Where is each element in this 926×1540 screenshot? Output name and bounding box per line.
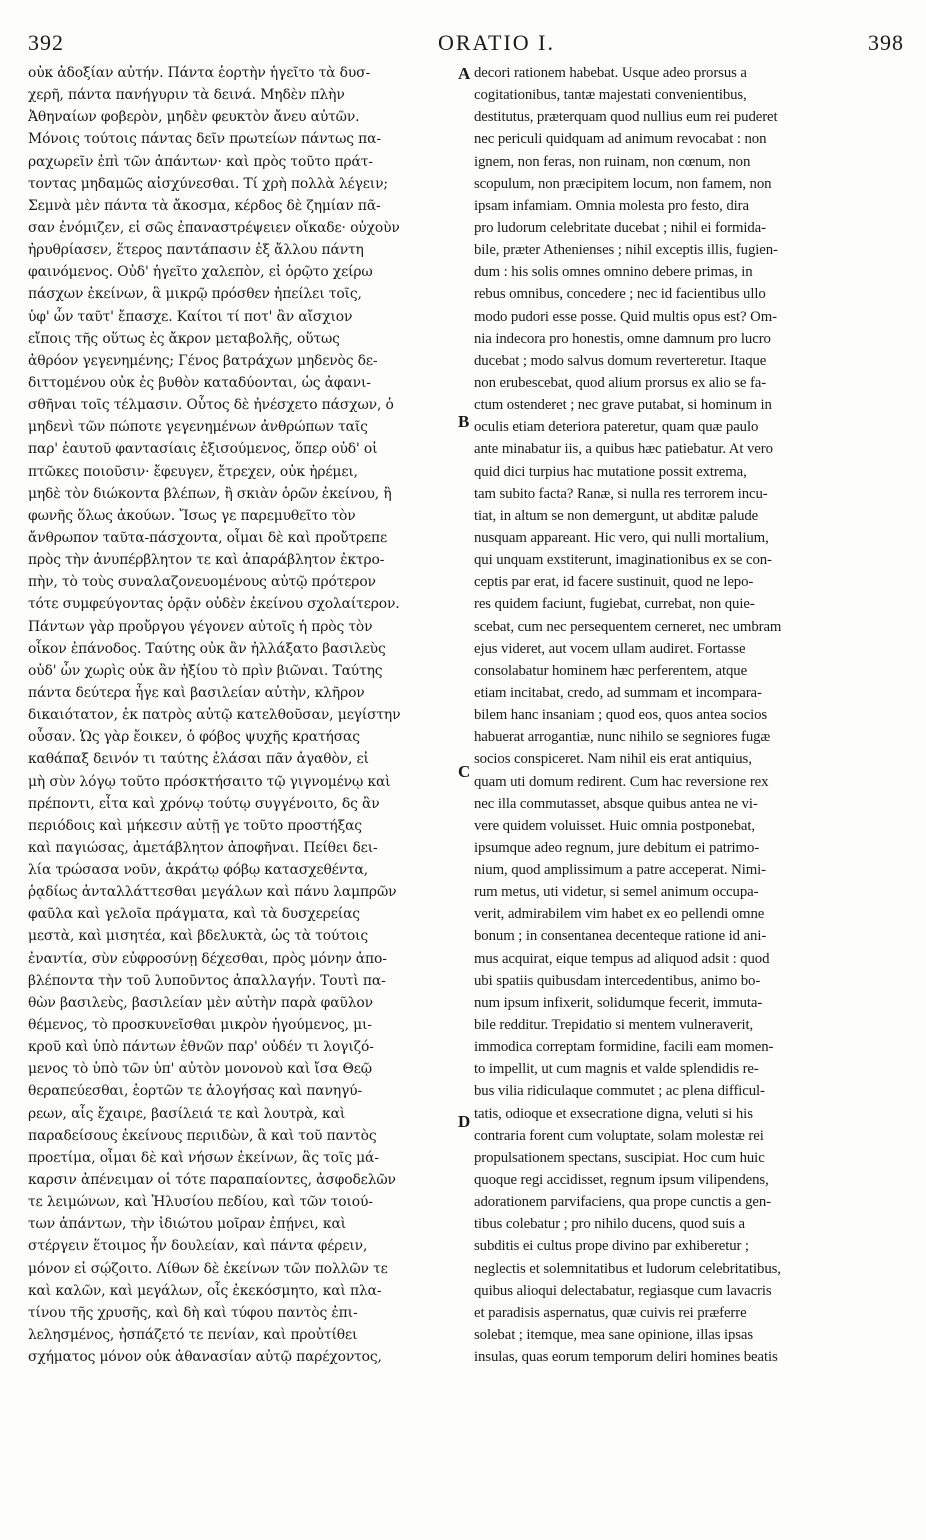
page-header bbox=[28, 30, 904, 60]
latin-text-line: nec illa commutasset, absque quibus antea ne vi- bbox=[474, 795, 758, 812]
greek-text-line: στέργειν ἕτοιμος ἦν δουλείαν, καὶ πάντα φέρειν, bbox=[28, 1238, 368, 1255]
latin-text-line: ducebat ; modo salvus domum reverteretur. Itaque bbox=[474, 352, 767, 369]
latin-text-line: subditis ei cultus prope divino par exhiberetur ; bbox=[474, 1238, 749, 1255]
greek-text-line: σθῆναι τοῖς τέλμασιν. Οὗτος δὲ ἠνέσχετο πάσχων, ὁ bbox=[28, 397, 394, 414]
latin-text-column bbox=[474, 62, 894, 1368]
section-marker-a: A bbox=[458, 64, 471, 83]
greek-text-line: παραδείσους ἐκείνους περιιδὼν, ἃ καὶ τοῦ παντὸς bbox=[28, 1127, 377, 1144]
greek-text-line: θὼν βασιλεὺς, βασιλείαν μὲν αὐτὴν παρὰ φαῦλον bbox=[28, 994, 373, 1011]
greek-text-line: ἄνθρωπον ταῦτα-πάσχοντα, οἶμαι δὲ καὶ προὔτρεπε bbox=[28, 529, 388, 546]
greek-text-line: φωνῆς ὅλως ἀκούων. Ἴσως γε παρεμυθεῖτο τὸν bbox=[28, 507, 356, 524]
section-marker-c: C bbox=[458, 762, 471, 781]
latin-text-line: rum metus, uti videtur, si semel animum occupa- bbox=[474, 884, 759, 901]
greek-text-line: ὑφ' ὧν ταῦτ' ἔπασχε. Καίτοι τί ποτ' ἂν αἴσχιον bbox=[28, 308, 353, 325]
greek-text-column bbox=[28, 62, 458, 1368]
latin-text-line: quoque regi accidisset, regnum ipsum vilipendens, bbox=[474, 1172, 769, 1189]
latin-text-line: solebat ; itemque, mea sane opinione, illas ipsas bbox=[474, 1327, 754, 1344]
greek-text-line: πάσχων ἐκείνων, ἃ μικρῷ πρόσθεν ἠπείλει τοῖς, bbox=[28, 286, 362, 303]
latin-text-line: res quidem faciunt, fugiebat, currebat, non quie- bbox=[474, 596, 755, 613]
latin-text-line: num ipsum infixerit, solidumque fecerit, immuta- bbox=[474, 994, 763, 1011]
latin-text-line: propulsationem spectans, suscipiat. Hoc cum huic bbox=[474, 1149, 765, 1166]
latin-text-line: verit, admirabilem vim habet ex eo pellendi omne bbox=[474, 906, 765, 923]
greek-text-line: μενος τὸ ὑπὸ τῶν ὑπ' αὐτὸν μονονοὺ καὶ ἴσα Θεῷ bbox=[28, 1061, 372, 1078]
greek-text-line: Ἀθηναίων φοβερὸν, μηδὲν φευκτὸν ἄνευ αὐτῶν. bbox=[28, 109, 360, 126]
latin-text-line: nusquam appareant. Hic vero, qui nulli mortalium, bbox=[474, 529, 769, 546]
greek-text-line: δικαιότατον, ἐκ πατρὸς αὐτῷ κατελθοῦσαν, μεγίστην bbox=[28, 707, 401, 724]
greek-text-line: φαῦλα καὶ γελοῖα πράγματα, καὶ τὰ δυσχερείας bbox=[28, 906, 360, 923]
greek-text-line: ἠρυθρίασεν, ἕτερος παντάπασιν ἐξ ἄλλου πάντη bbox=[28, 242, 364, 259]
latin-text-line: ejus videret, aut vocem ullam audiret. Fortasse bbox=[474, 640, 746, 657]
latin-text-line: modo pudori esse posse. Quid multis opus est? Om- bbox=[474, 308, 777, 325]
page-number-left: 392 bbox=[28, 30, 64, 55]
greek-text-line: καθάπαξ δεινόν τι ταύτης ἐλάσαι πᾶν ἀγαθὸν, εἰ bbox=[28, 751, 369, 768]
latin-text-line: neglectis et solemnitatibus et ludorum celebritatibus, bbox=[474, 1260, 781, 1277]
latin-text-line: bilem hanc insaniam ; quod eos, quos antea socios bbox=[474, 707, 768, 724]
latin-text-line: ceptis par erat, id facere sustinuit, quod ne lepo- bbox=[474, 574, 754, 591]
latin-text-line: nec periculi quidquam ad animum revocabat : non bbox=[474, 131, 767, 148]
latin-text-line: consolabatur hominem hæc perferentem, atque bbox=[474, 662, 748, 679]
latin-text-line: bile, præter Athenienses ; nihil exceptis illis, fugien- bbox=[474, 242, 778, 259]
greek-text-line: πρέποντι, εἶτα καὶ χρόνῳ τούτῳ συγγένοιτο, δς ἂν bbox=[28, 795, 380, 812]
latin-text-line: contraria forent cum voluptate, solam molestæ rei bbox=[474, 1127, 764, 1144]
latin-text-line: bonum ; in consentanea decenteque ratione id ani- bbox=[474, 928, 767, 945]
greek-text-line: χερῆ, πάντα πανήγυριν τὰ δεινά. Μηδὲν πλὴν bbox=[28, 87, 345, 104]
latin-text-line: tatis, odioque et exsecratione digna, veluti si his bbox=[474, 1105, 753, 1122]
running-head: ORATIO I. bbox=[438, 30, 555, 55]
latin-text-line: quibus alioqui delectabatur, regiasque cum lavacris bbox=[474, 1282, 772, 1299]
section-marker-d: D bbox=[458, 1112, 471, 1131]
latin-text-line: decori rationem habebat. Usque adeo prorsus a bbox=[474, 65, 747, 81]
greek-text-line: παρ' ἑαυτοῦ φαντασίαις ἐξισούμενος, ὅπερ οὐδ' οἱ bbox=[28, 441, 378, 458]
greek-text-line: θεραπεύεσθαι, ἑορτῶν τε ἀλογήσας καὶ πανηγύ- bbox=[28, 1083, 362, 1100]
greek-text-line: μόνον εἰ σῴζοιτο. Λίθων δὲ ἐκείνων τῶν πολλῶν τε bbox=[28, 1260, 388, 1277]
latin-text-line: ctum ostenderet ; nec grave putabat, si hominum in bbox=[474, 397, 772, 414]
greek-text-line: Σεμνὰ μὲν πάντα τὰ ἄκοσμα, κέρδος δὲ ζημίαν πᾶ- bbox=[28, 197, 381, 214]
latin-text-line: quid dici turpius hac mutatione possit extrema, bbox=[474, 463, 747, 480]
greek-text-line: ἐναντία, σὺν εὐφροσύνῃ δέχεσθαι, πρὸς μόνην ἀπο- bbox=[28, 950, 387, 967]
latin-text-line: rebus omnibus, concedere ; nec id facientibus ullo bbox=[474, 286, 766, 303]
latin-text-line: quam uti domum redirent. Cum hac reversione rex bbox=[474, 773, 769, 790]
greek-text-line: θέμενος, τὸ προσκυνεῖσθαι μικρὸν ἡγούμενος, μι- bbox=[28, 1017, 372, 1034]
greek-text-line: των ἁπάντων, τὴν ἰδιώτου μοῖραν ἐπῄνει, καὶ bbox=[28, 1216, 346, 1233]
greek-text-line: πρὸς τὴν ἀνυπέρβλητον τε καὶ ἀπαράβλητον ἐκτρο- bbox=[28, 552, 385, 569]
greek-text-line: διττομένου οὐκ ἐς βυθὸν καταδύονται, ὡς ἀφανι- bbox=[28, 374, 371, 391]
greek-text-line: οὐκ ἀδοξίαν αὐτήν. Πάντα ἑορτὴν ἡγεῖτο τὰ δυσ- bbox=[28, 65, 371, 81]
greek-text-line: μηδενὶ τῶν πώποτε γεγενημένων ἀνθρώπων ταῖς bbox=[28, 419, 368, 436]
latin-text-line: socios conspiceret. Nam nihil eis erat antiquius, bbox=[474, 751, 752, 768]
greek-text-line: εἴποις τῆς οὕτως ἐς ἄκρον μεταβολῆς, οὕτως bbox=[28, 330, 340, 347]
greek-text-line: βλέποντα τὴν τοῦ λυποῦντος ἀπαλλαγήν. Τουτὶ πα- bbox=[28, 972, 386, 989]
greek-text-line: καὶ καλῶν, καὶ μεγάλων, οἷς ἐκεκόσμητο, καὶ πλα- bbox=[28, 1282, 382, 1299]
latin-text-line: insulas, quas eorum temporum deliri homines beatis bbox=[474, 1349, 778, 1366]
latin-text-line: ante minabatur iis, a quibus hæc patiebatur. At vero bbox=[474, 441, 773, 458]
section-marker-b: B bbox=[458, 412, 470, 431]
greek-text-line: καρσιν ἀπένειμαν οἱ τότε παραπαίοντες, ἀσφοδελῶν bbox=[28, 1172, 396, 1189]
latin-text-line: scopulum, non præcipitem locum, non famem, non bbox=[474, 175, 772, 192]
greek-text-line: ἀθρόον γεγενημένης; Γένος βατράχων μηδενὸς δε- bbox=[28, 352, 378, 369]
greek-text-line: σαν ἐνόμιζεν, εἰ σῶς ἐπαναστρέψειεν οἴκαδε· οὐχοὺν bbox=[28, 219, 400, 236]
latin-text-line: destitutus, præterquam quod nullius eum rei puderet bbox=[474, 109, 778, 126]
latin-text-line: tiat, in altum se non demergunt, ut abditæ palude bbox=[474, 507, 759, 524]
latin-text-line: bus vilia ridiculaque commutet ; ac plena difficul- bbox=[474, 1083, 765, 1100]
greek-text-line: οὖσαν. Ὡς γὰρ ἔοικεν, ὁ φόβος ψυχῆς κρατήσας bbox=[28, 729, 360, 746]
latin-text-line: et paradisis aspernatus, quæ cuivis rei præferre bbox=[474, 1304, 747, 1321]
greek-text-line: τίνου τῆς χρυσῆς, καὶ δὴ καὶ τύφου παντὸς ἐπι- bbox=[28, 1304, 358, 1321]
greek-text-line: τοντας μηδαμῶς αἰσχύνεσθαι. Τί χρὴ πολλὰ λέγειν; bbox=[28, 175, 388, 192]
latin-text-line: oculis etiam deteriora pateretur, quam quæ paulo bbox=[474, 419, 759, 436]
latin-text-line: nium, quod amplissimum a patre acceperat. Nimi- bbox=[474, 862, 766, 879]
latin-text-line: non erubescebat, quod alium prorsus ex alio se fa- bbox=[474, 374, 767, 391]
latin-text-line: dum : his solis omnes omnino debere primas, in bbox=[474, 264, 753, 281]
greek-text-line: πάντα δεύτερα ἦγε καὶ βασιλείαν αὐτὴν, κλῆρον bbox=[28, 684, 365, 701]
greek-text-line: τε λειμώνων, καὶ Ἠλυσίου πεδίου, καὶ τῶν τοιού- bbox=[28, 1194, 373, 1211]
latin-text-line: tam subito facta? Ranæ, si nulla res terrorem incu- bbox=[474, 485, 768, 502]
greek-text-line: κροῦ καὶ ὑπὸ πάντων ἐθνῶν παρ' οὐδέν τι λογιζό- bbox=[28, 1039, 374, 1056]
greek-text-line: οὐδ' ὧν χωρὶς οὐκ ἂν ἠξίου τὸ πρὶν βιῶναι. Ταύτης bbox=[28, 662, 383, 679]
latin-text-line: nia indecora pro honestis, omne damnum pro lucro bbox=[474, 330, 771, 347]
greek-text-line: μὴ σὺν λόγῳ τοῦτο πρόσκτήσαιτο τῷ γιγνομένῳ καὶ bbox=[28, 773, 391, 790]
greek-text-line: λελησμένος, ἠσπάζετό τε πενίαν, καὶ προὐτίθει bbox=[28, 1327, 358, 1344]
latin-text-line: mus acquirat, eique tempus ad aliquod adsit : quod bbox=[474, 950, 770, 967]
latin-text-line: ignem, non feras, non ruinam, non cœnum, non bbox=[474, 153, 751, 170]
greek-text-line: καὶ παγιώσας, ἀμετάβλητον ἀποφῆναι. Πείθει δει- bbox=[28, 839, 378, 856]
greek-text-line: τότε συμφεύγοντας ὁρᾷν οὐδὲν ἐκείνου σχολαίτερον. bbox=[28, 596, 400, 613]
greek-text-line: Μόνοις τούτοις πάντας δεῖν πρωτείων πάντως πα- bbox=[28, 131, 381, 148]
greek-text-line: μηδὲ τὸν διώκοντα βλέπων, ἢ σκιὰν ὁρῶν ἐκείνου, ἢ bbox=[28, 485, 392, 502]
latin-text-line: adorationem parvifaciens, qua prope cunctis a gen- bbox=[474, 1194, 771, 1211]
greek-text-line: φαινόμενος. Οὐδ' ἡγεῖτο χαλεπὸν, εἰ ὁρῷτο χείρω bbox=[28, 264, 373, 281]
latin-text-line: scebat, cum nec persequentem cerneret, nec umbram bbox=[474, 618, 782, 635]
latin-text-line: etiam incitabat, credo, ad summam et incompara- bbox=[474, 684, 762, 701]
latin-text-line: habuerat arrogantiæ, nunc nihilo se segniores fugæ bbox=[474, 729, 771, 746]
latin-text-line: cogitationibus, tantæ majestati convenientibus, bbox=[474, 87, 747, 104]
latin-text-line: tibus colebatur ; pro nihilo ducens, quod suis a bbox=[474, 1216, 745, 1233]
latin-text-line: ipsumque adeo regnum, jure debitum ei patrimo- bbox=[474, 839, 760, 856]
latin-text-line: pro ludorum celebritate ducebat ; nihil ei formida- bbox=[474, 219, 766, 236]
greek-text-line: πὴν, τὸ τοὺς συναλαζονευομένους αὐτῷ πρότερον bbox=[28, 574, 376, 591]
greek-text-line: σχήματος μόνον οὐκ ἀθανασίαν αὐτῷ παρέχοντος, bbox=[28, 1349, 382, 1366]
greek-text-line: μεστὰ, καὶ μισητέα, καὶ βδελυκτὰ, ὡς τὰ τούτοις bbox=[28, 928, 368, 945]
latin-text-line: ipsam infamiam. Omnia molesta pro festo, dira bbox=[474, 197, 749, 214]
greek-text-line: λία τρώσασα νοῦν, ἀκράτῳ φόβῳ κατασχεθέντα, bbox=[28, 862, 369, 879]
greek-text-line: ῥᾳδίως ἀνταλλάττεσθαι μεγάλων καὶ πάνυ λαμπρῶν bbox=[28, 884, 397, 901]
greek-text-line: ραχωρεῖν ἐπὶ τῶν ἁπάντων· καὶ πρὸς τοῦτο πράτ- bbox=[28, 153, 373, 170]
latin-text-line: immodica correptam formidine, facili eam momen- bbox=[474, 1039, 774, 1056]
greek-text-line: πτῶκες ποιοῦσιν· ἔφευγεν, ἔτρεχεν, οὐκ ἠρέμει, bbox=[28, 463, 358, 480]
greek-text-line: ρεων, αἷς ἔχαιρε, βασίλειά τε καὶ λουτρὰ, καὶ bbox=[28, 1105, 346, 1122]
greek-text-line: Πάντων γὰρ προὔργου γέγονεν αὐτοῖς ἡ πρὸς τὸν bbox=[28, 618, 373, 635]
latin-text-line: vere quidem voluisset. Huic omnia postponebat, bbox=[474, 817, 756, 834]
greek-text-line: οἶκον ἐπάνοδος. Ταύτης οὐκ ἂν ἠλλάξατο βασιλεὺς bbox=[28, 640, 386, 657]
latin-text-line: to impellit, ut cum magnis et valde splendidis re- bbox=[474, 1061, 759, 1078]
latin-text-line: bile redditur. Trepidatio si mentem vulneraverit, bbox=[474, 1017, 754, 1034]
latin-text-line: ubi spatiis quibusdam intercedentibus, animo bo- bbox=[474, 972, 761, 989]
greek-text-line: περιόδοις καὶ μήκεσιν αὐτῇ γε τοῦτο προστήξας bbox=[28, 817, 362, 834]
page-number-right: 398 bbox=[868, 30, 904, 55]
greek-text-line: προετίμα, οἶμαι δὲ καὶ νήσων ἐκείνων, ἃς τοῖς μά- bbox=[28, 1149, 379, 1166]
latin-text-line: qui unquam exstiterunt, imaginationibus ex se con- bbox=[474, 552, 772, 569]
